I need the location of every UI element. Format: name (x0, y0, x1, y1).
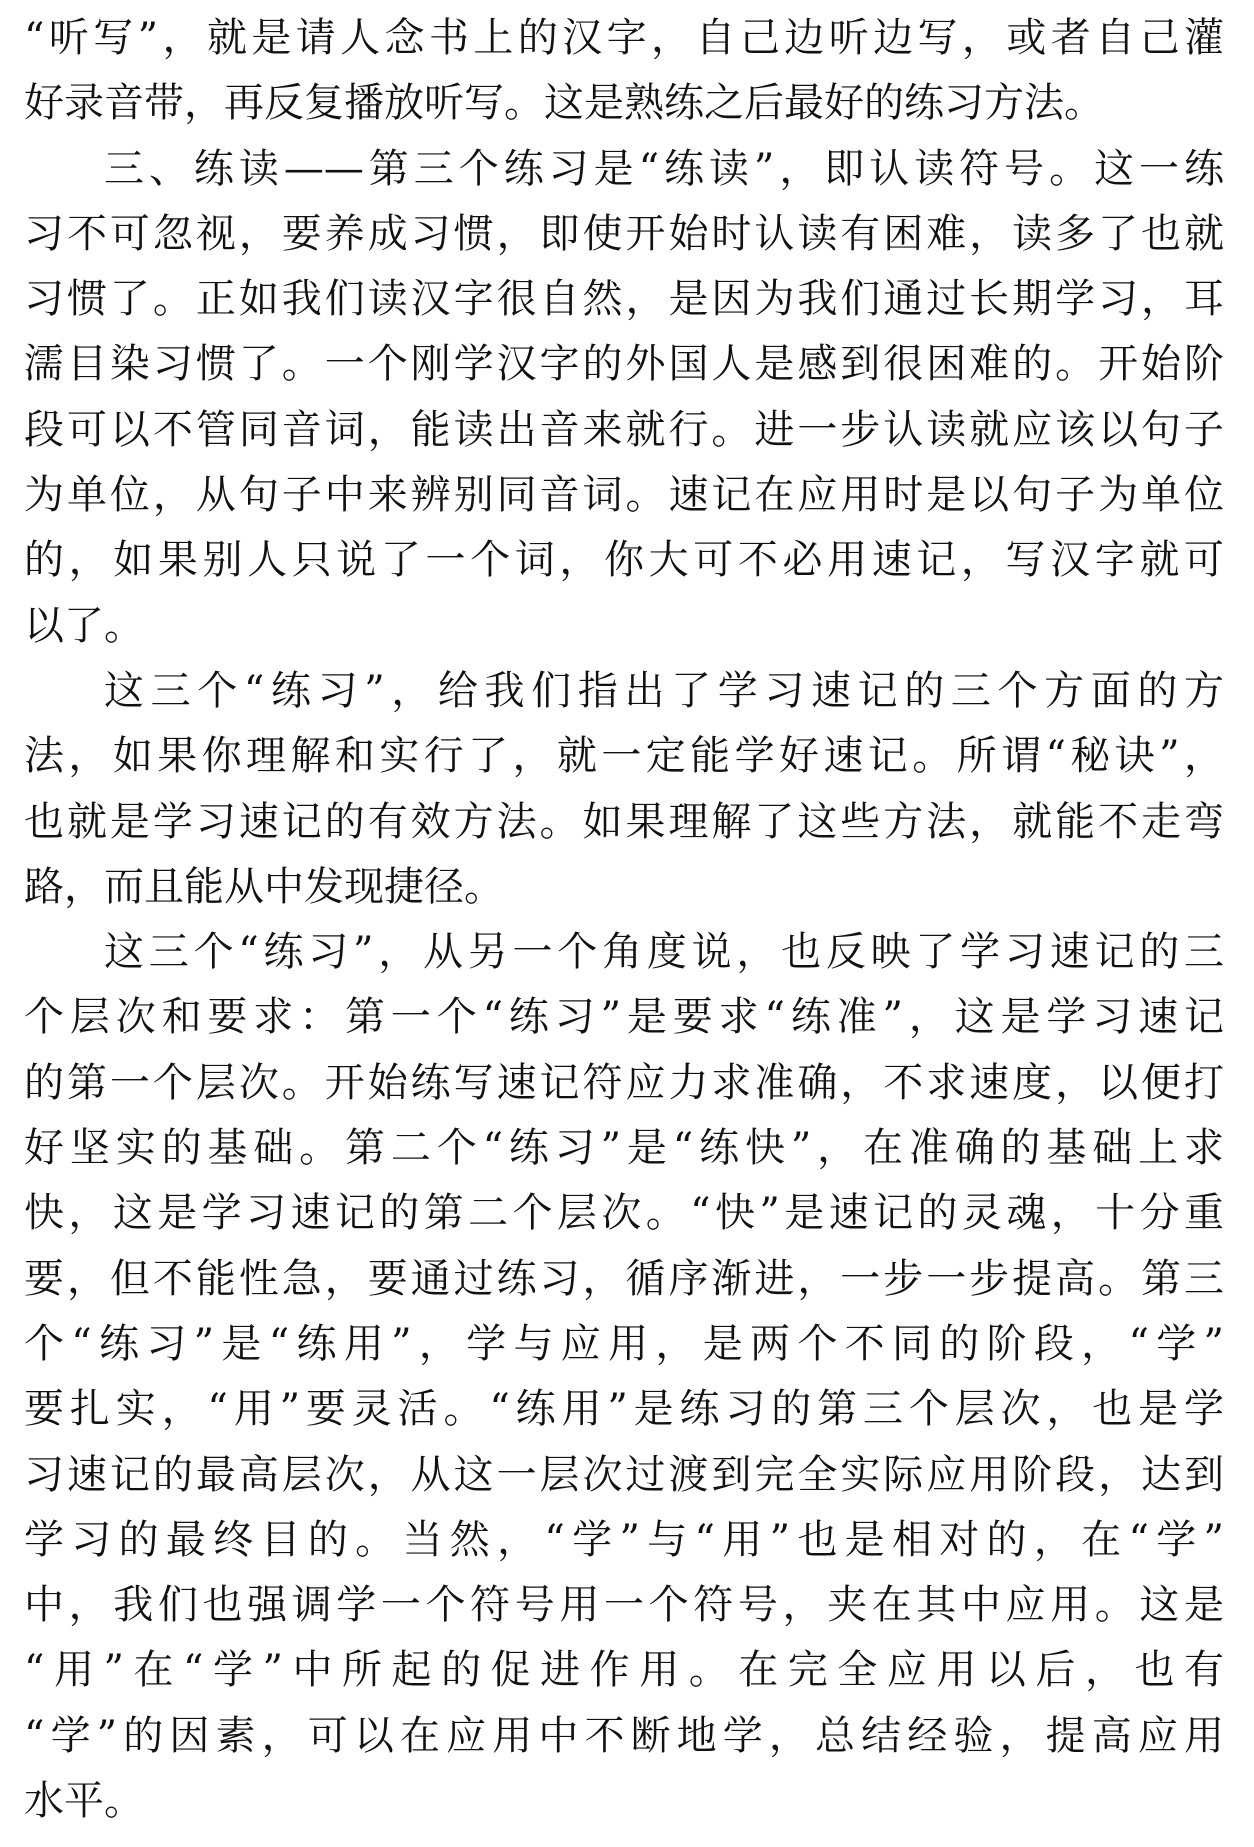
text-line: 法，如果你理解和实行了，就一定能学好速记。所谓“秘诀”， (24, 733, 1224, 780)
paragraph-dictation-practice (24, 6, 1224, 137)
paragraph-three-levels (24, 920, 1224, 1834)
paragraph-three-practices-methods (24, 659, 1224, 920)
text-line: 要，但不能性急，要通过练习，循序渐进，一步一步提高。第三 (24, 1255, 1224, 1302)
text-line: 的，如果别人只说了一个词，你大可不必用速记，写汉字就可 (24, 537, 1224, 584)
text-line: 好录音带，再反复播放听写。这是熟练之后最好的练习方法。 (24, 80, 1104, 127)
text-line: 水平。 (24, 1778, 144, 1825)
text-line: 个“练习”是“练用”，学与应用，是两个不同的阶段，“学” (24, 1320, 1224, 1367)
text-line: 要扎实，“用”要灵活。“练用”是练习的第三个层次，也是学 (24, 1386, 1224, 1433)
text-line: 三、练读——第三个练习是“练读”，即认读符号。这一练 (104, 145, 1224, 192)
text-line: “学”的因素，可以在应用中不断地学，总结经验，提高应用 (24, 1712, 1224, 1759)
text-line: 习不可忽视，要养成习惯，即使开始时认读有困难，读多了也就 (24, 210, 1224, 257)
text-line: 这三个“练习”，给我们指出了学习速记的三个方面的方 (104, 667, 1224, 714)
text-line: 习速记的最高层次，从这一层次过渡到完全实际应用阶段，达到 (24, 1451, 1224, 1498)
text-line: 路，而且能从中发现捷径。 (24, 863, 504, 910)
paragraph-reading-practice (24, 137, 1224, 659)
text-line: 也就是学习速记的有效方法。如果理解了这些方法，就能不走弯 (24, 798, 1224, 845)
text-line: 的第一个层次。开始练写速记符应力求准确，不求速度，以便打 (24, 1059, 1224, 1106)
body-text (24, 6, 1224, 1834)
text-line: 这三个“练习”，从另一个角度说，也反映了学习速记的三 (104, 929, 1224, 976)
text-line: 学习的最终目的。当然，“学”与“用”也是相对的，在“学” (24, 1516, 1224, 1563)
text-line: 快，这是学习速记的第二个层次。“快”是速记的灵魂，十分重 (24, 1190, 1224, 1237)
text-line: 好坚实的基础。第二个“练习”是“练快”，在准确的基础上求 (24, 1125, 1224, 1172)
text-line: 段可以不管同音词，能读出音来就行。进一步认读就应该以句子 (24, 406, 1224, 453)
text-line: 濡目染习惯了。一个刚学汉字的外国人是感到很困难的。开始阶 (24, 341, 1224, 388)
text-line: “用”在“学”中所起的促进作用。在完全应用以后，也有 (24, 1647, 1224, 1694)
text-line: 习惯了。正如我们读汉字很自然，是因为我们通过长期学习，耳 (24, 276, 1224, 323)
text-line: 为单位，从句子中来辨别同音词。速记在应用时是以句子为单位 (24, 472, 1224, 519)
text-line: 以了。 (24, 602, 144, 649)
text-line: 个层次和要求：第一个“练习”是要求“练准”，这是学习速记 (24, 994, 1224, 1041)
text-line: 中，我们也强调学一个符号用一个符号，夹在其中应用。这是 (24, 1582, 1224, 1629)
text-line: “听写”，就是请人念书上的汉字，自己边听边写，或者自己灌 (24, 15, 1224, 61)
